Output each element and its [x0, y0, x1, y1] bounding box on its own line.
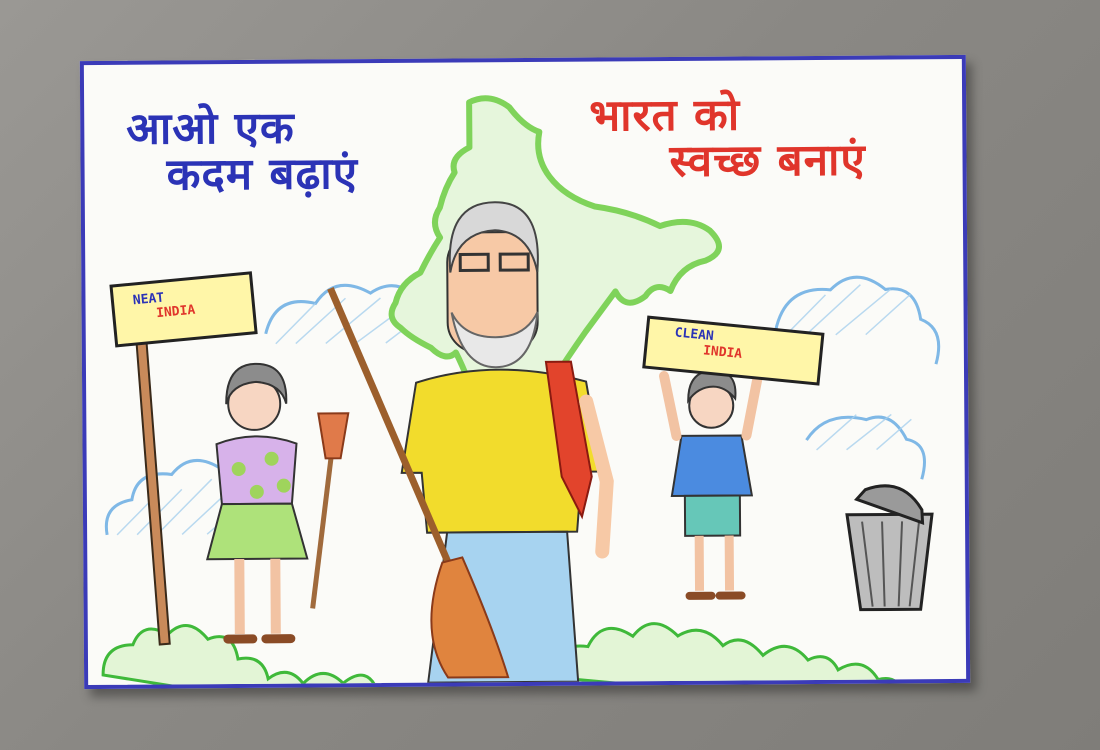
slogan-right-line2: स्वच्छ बनाएं — [669, 134, 866, 188]
slogan-left-line2: कदम बढ़ाएं — [166, 148, 359, 201]
broom-icon — [311, 413, 349, 608]
neat-india-sign-text — [132, 288, 196, 324]
sign-right-word1: CLEAN — [673, 325, 715, 345]
boy-figure — [664, 370, 760, 596]
slogan-left-line1: आओ एक — [126, 102, 295, 155]
slogan-left — [126, 102, 359, 201]
girl-figure — [206, 364, 308, 640]
sign-left-word2: INDIA — [155, 302, 196, 322]
poster — [80, 55, 970, 689]
slogan-right-line1: भारत को — [589, 89, 741, 142]
trash-can-icon — [847, 476, 933, 610]
slogan-right — [589, 89, 866, 188]
sign-right-word2: INDIA — [702, 343, 743, 363]
sign-left-word1: NEAT — [132, 290, 165, 309]
